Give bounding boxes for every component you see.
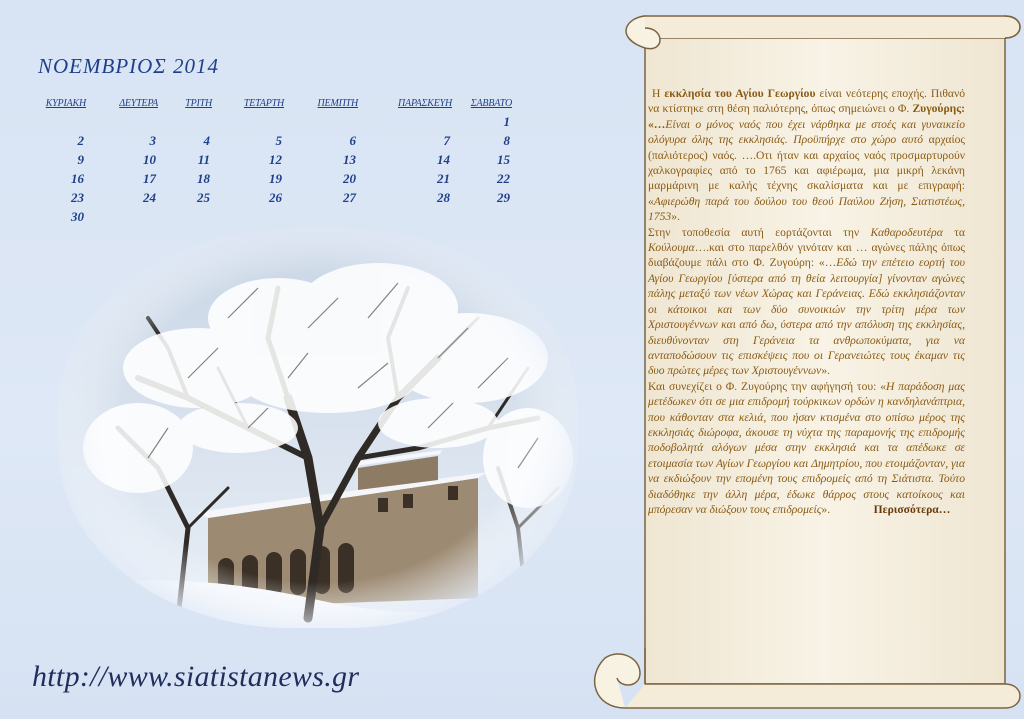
- calendar-day: 4: [203, 132, 210, 148]
- text-run: αρχαίος (παλιότερος) ναός. ….Οτι ήταν και αρχαίος ναός προσμαρτυρούν χαλκογραφίες από το 1765 και αφιέρωμα, μια μικρή λεκάνη μαρμάρινη με καλής τέχνης σκαλίσματα και με επιγραφή: «: [648, 133, 965, 208]
- calendar-day: [360, 207, 454, 226]
- calendar-week-row: [30, 188, 514, 207]
- calendar-day: 30: [71, 208, 84, 224]
- text-run: τα: [942, 225, 965, 239]
- weekday-label: ΠΑΡΑΣΚΕΥΗ: [398, 97, 452, 109]
- website-url[interactable]: http://www.siatistanews.gr: [32, 660, 360, 693]
- calendar-day: 6: [349, 132, 356, 148]
- text-run: : «…: [648, 102, 965, 131]
- calendar-day: [454, 207, 514, 226]
- calendar-day: [88, 112, 160, 131]
- calendar-day: [160, 207, 214, 226]
- text-run: ».: [821, 364, 831, 378]
- calendar-day: 5: [275, 132, 282, 148]
- calendar-week-row: [30, 207, 514, 226]
- weekday-header-row: [30, 96, 514, 112]
- snow-scene-illustration: [58, 228, 578, 628]
- calendar-month-title: ΝΟΕΜΒΡΙΟΣ 2014: [38, 54, 220, 78]
- text-run: Κούλουμα: [648, 241, 695, 255]
- article-paragraph: [648, 225, 965, 379]
- weekday-label: ΣΑΒΒΑΤΟ: [470, 97, 512, 109]
- calendar-day: 20: [343, 170, 356, 186]
- weekday-label: ΚΥΡΙΑΚΗ: [45, 97, 86, 109]
- calendar-day: 7: [443, 132, 450, 148]
- calendar-day: 25: [197, 189, 210, 205]
- calendar-day: 21: [437, 170, 450, 186]
- weekday-label: ΤΕΤΑΡΤΗ: [243, 97, 284, 109]
- calendar-day: [360, 112, 454, 131]
- calendar-day: 28: [437, 189, 450, 205]
- calendar-day: 27: [343, 189, 356, 205]
- calendar-day: 11: [197, 151, 210, 167]
- calendar-day: 15: [497, 151, 510, 167]
- calendar-day: 26: [269, 189, 282, 205]
- calendar-week-row: [30, 112, 514, 131]
- calendar-day: 3: [149, 132, 156, 148]
- calendar-day: [88, 207, 160, 226]
- text-run: Η: [651, 87, 665, 100]
- article-text: [648, 86, 965, 686]
- calendar-day: 29: [497, 189, 510, 205]
- weekday-label: ΔΕΥΤΕΡΑ: [119, 97, 158, 109]
- text-run: Καθαροδευτέρα: [870, 225, 943, 239]
- calendar-day: 2: [77, 132, 84, 148]
- calendar-day: [214, 112, 286, 131]
- calendar-day: 12: [269, 151, 282, 167]
- text-run: ».: [671, 210, 680, 224]
- calendar-week-row: [30, 150, 514, 169]
- weekday-label: ΠΕΜΠΤΗ: [317, 97, 358, 109]
- author-name: Ζυγούρης: [912, 102, 962, 116]
- quote-text: Εδώ την επέτειο εορτή του Αγίου Γεωργίου [ύστερα από τη θεία λειτουργία] γίνονταν αγώνες πάλης μεταξύ των νέων Χώρας και Γεράνειας. Εδώ εκκλησιάζονταν οι κάτοικοι και των δύο συνοικιών την τρίτη μέρα των Χριστουγέννων και από δω, ύστερα από την απόλυση της εκκλησίας, διευθύνονταν στη Γεράνεια τα ανθρωποκύματα, για να ανταποδώσουν τις επισκέψεις που οι Γερανειώτες τους έκαμαν τις δυο πρώτες μέρες των Χριστουγέννων: [648, 256, 965, 378]
- calendar-day: [160, 112, 214, 131]
- article-paragraph: [648, 86, 965, 225]
- calendar-day: 9: [77, 151, 84, 167]
- quote-text: Είναι ο μόνος ναός που έχει νάρθηκα με στοές και γυναικείο ολόγυρα όλης της εκκλησιάς. Προϋπήρχε στο χώρο αυτό: [648, 117, 965, 147]
- text-run: Στην τοποθεσία αυτή εορτάζονται την: [648, 225, 871, 239]
- calendar-day: 19: [269, 170, 282, 186]
- calendar-day: 16: [71, 170, 84, 186]
- calendar-week-row: [30, 169, 514, 188]
- calendar-day: 8: [503, 132, 510, 148]
- calendar-day: [30, 112, 88, 131]
- text-run: είναι νεότερης εποχής. Πιθανό να κτίστηκε στη θέση παλιότερης, όπως σημειώνει ο Φ.: [648, 87, 965, 116]
- calendar-day: 14: [437, 151, 450, 167]
- text-run: ….και στο παρελθόν γινόταν και … αγώνες πάλης όπως διαβάζουμε πάλι στο Φ. Ζυγούρη: «…: [648, 241, 965, 270]
- quote-text: Η παράδοση μας μετέδωκεν ότι σε μια επιδρομή τούρκικων ορδών η κανδηλανάπτρια, που κάθονταν στα κελιά, που ήσαν κτισμένα στο οπίσω μέρος της εκκλησιάς διώροφα, άκουσε τη νύχτα της παραμονής της επιδρομής ποδοβολητά αλόγων μέσα στην εκκλησιά και τα απέδωκε σε ετοιμασία των Αγίων Γεωργίου και Δημητρίου, που ετοιμάζονταν, για να εκδιώξουν την επομένη τους επιδρομείς από τη Σιάτιστα. Τούτο διαδόθηκε την άλλη μέρα, έδωκε θάρρος στους κατοίκους και μπόρεσαν να διώξουν τους επιδρομείς: [648, 379, 965, 516]
- article-paragraph: [648, 379, 965, 518]
- text-run: Και συνεχίζει ο Φ. Ζυγούρης την αφήγησή του: «: [648, 379, 887, 393]
- text-run: ».: [821, 502, 831, 516]
- calendar-day: 18: [197, 170, 210, 186]
- more-link[interactable]: Περισσότερα…: [873, 502, 951, 516]
- calendar-grid: [30, 96, 512, 226]
- weekday-label: ΤΡΙΤΗ: [185, 97, 212, 109]
- calendar-day: 10: [143, 151, 156, 167]
- calendar-day: [286, 112, 360, 131]
- inscription-text: Αφιερώθη παρά του δούλου του θεού Παύλου Ζήση, Σιατιστέως, 1753: [648, 194, 965, 224]
- calendar-day: 22: [497, 170, 510, 186]
- calendar-day: [214, 207, 286, 226]
- calendar-day: [286, 207, 360, 226]
- calendar-day: 23: [71, 189, 84, 205]
- calendar-day: 17: [143, 170, 156, 186]
- church-name: εκκλησία του Αγίου Γεωργίου: [664, 87, 816, 100]
- snowy-church-photo: [58, 228, 578, 628]
- calendar-day: 24: [143, 189, 156, 205]
- calendar-day: 1: [503, 113, 510, 129]
- calendar-week-row: [30, 131, 514, 150]
- calendar-day: 13: [343, 151, 356, 167]
